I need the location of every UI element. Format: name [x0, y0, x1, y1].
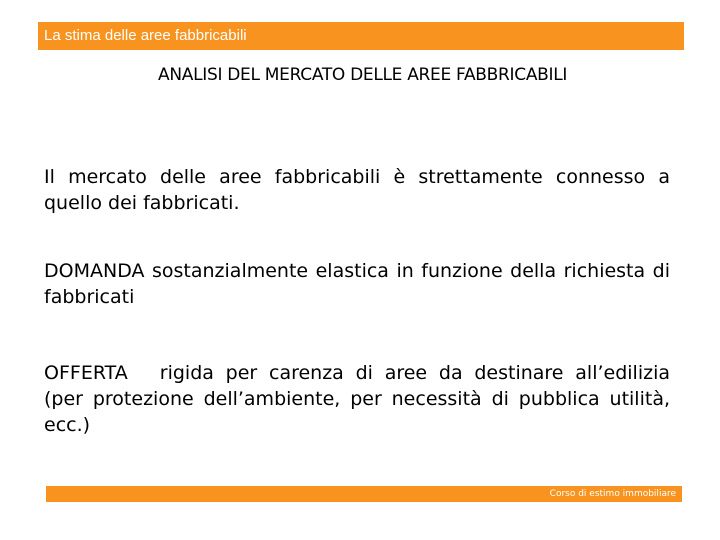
- paragraph-supply: [44, 360, 670, 438]
- footer-course-label: Corso di estimo immobiliare: [549, 489, 676, 499]
- slide-header-title: La stima delle aree fabbricabili: [44, 27, 247, 44]
- supply-text: rigida per carenza di aree da destinare all’edilizia (per protezione dell’ambiente, per necessità di pubblica utilità, ecc.): [44, 362, 670, 436]
- header-bar: [38, 22, 684, 50]
- supply-term: OFFERTA: [44, 362, 128, 384]
- slide-subtitle: ANALISI DEL MERCATO DELLE AREE FABBRICABILI: [158, 65, 568, 85]
- paragraph-market: Il mercato delle aree fabbricabili è strettamente connesso a quello dei fabbricati.: [44, 166, 670, 214]
- footer-bar: [46, 486, 682, 502]
- paragraph-demand: DOMANDA sostanzialmente elastica in funzione della richiesta di fabbricati: [44, 260, 670, 308]
